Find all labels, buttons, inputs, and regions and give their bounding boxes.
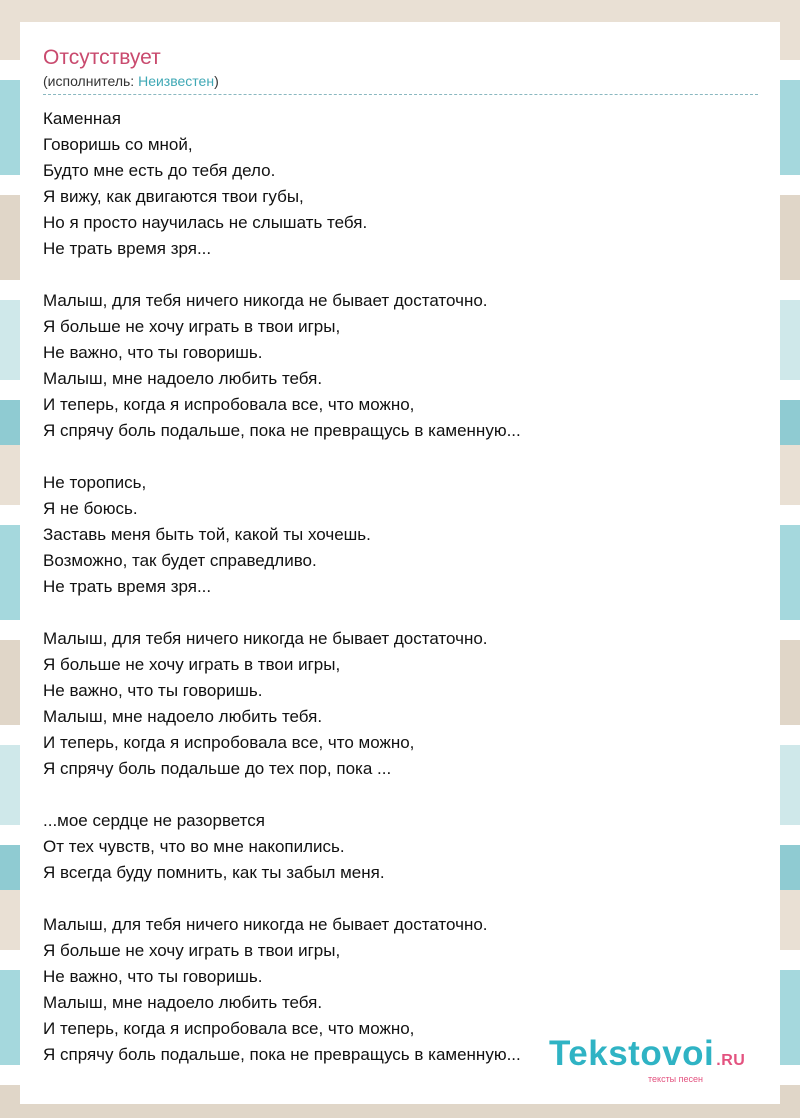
logo-domain: .RU — [716, 1052, 746, 1069]
performer-link[interactable]: Неизвестен — [138, 73, 215, 89]
logo-brand: Tekstovoi — [549, 1034, 715, 1073]
performer-prefix: (исполнитель: — [43, 73, 139, 89]
logo-tagline: тексты песен — [648, 1074, 704, 1084]
lyrics-text: Каменная Говоришь со мной, Будто мне есть до тебя дело. Я вижу, как двигаются твои губы, Но я просто научилась не слышать тебя. Не трать время зря... Малыш, для тебя ничего никогда не бывает достаточно. Я больше не хочу играть в твои игры, Не важно, что ты говоришь. Малыш, мне надоело любить тебя. И теперь, когда я испробовала все, что можно, Я спрячу боль подальше, пока не превращусь в каменную... Не торопись, Я не боюсь. Заставь меня быть той, какой ты хочешь. Возможно, так будет справедливо. Не трать время зря... Малыш, для тебя ничего никогда не бывает достаточно. Я больше не хочу играть в твои игры, Не важно, что ты говоришь. Малыш, мне надоело любить тебя. И теперь, когда я испробовала все, что можно, Я спрячу боль подальше до тех пор, пока ... ...мое сердце не разорвется От тех чувств, что во мне накопились. Я всегда буду помнить, как ты забыл меня. Малыш, для тебя ничего никогда не бывает достаточно. Я больше не хочу играть в твои игры, Не важно, что ты говоришь. Малыш, мне надоело любить тебя. И теперь, когда я испробовала все, что можно, Я спрячу боль подальше, пока не превращусь в каменную... — [43, 109, 521, 1064]
performer-suffix: ) — [214, 73, 219, 89]
performer-line — [43, 73, 219, 89]
site-logo — [549, 1034, 745, 1074]
lyrics-sheet — [20, 22, 780, 1104]
song-title: Отсутствует — [43, 46, 161, 69]
title-divider — [43, 94, 758, 95]
